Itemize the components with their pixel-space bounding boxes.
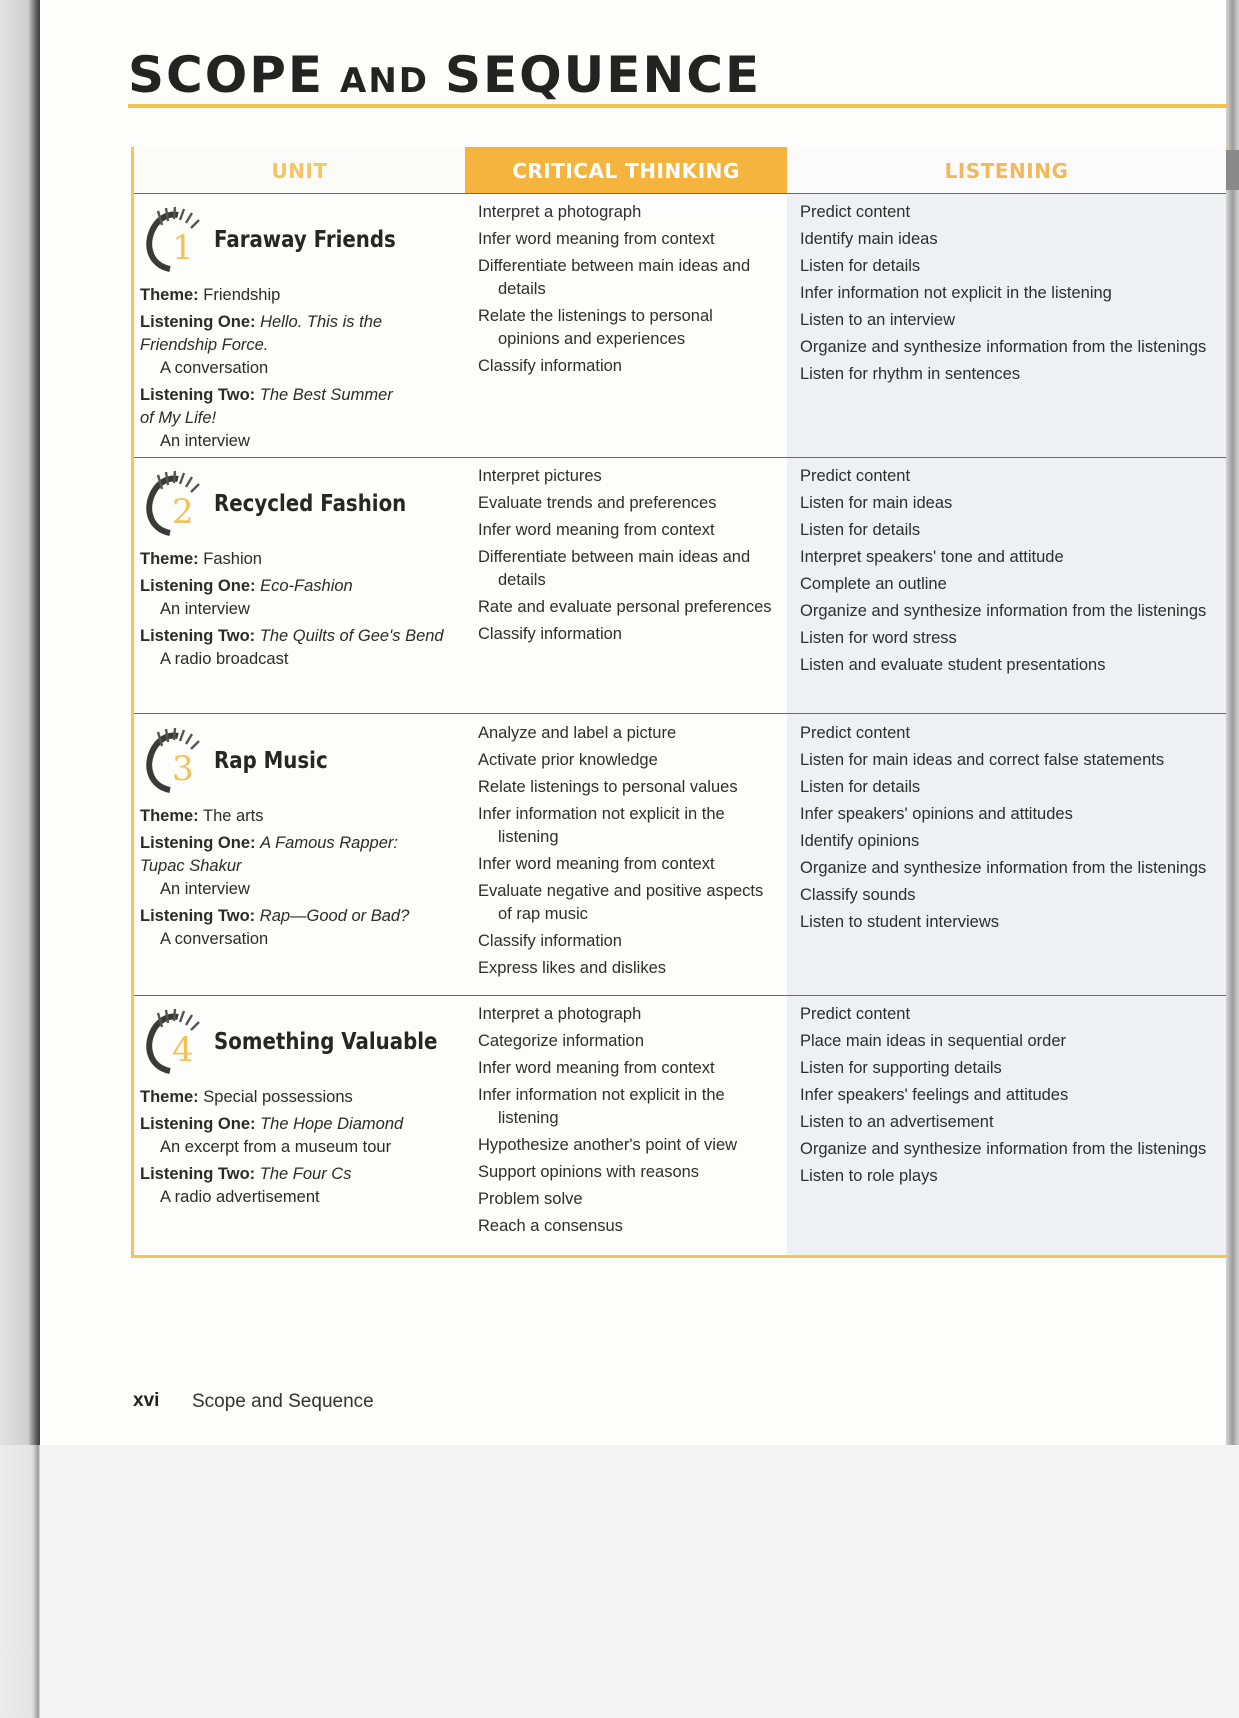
list-item: Interpret pictures <box>478 467 602 485</box>
critical-thinking-cell-4 <box>478 1003 778 1242</box>
listening-list <box>800 1003 1218 1188</box>
critical-thinking-cell-3 <box>478 722 778 984</box>
listening-two-type: A radio broadcast <box>160 650 289 668</box>
critical-thinking-cell-1 <box>478 201 778 382</box>
listening-one-title: Eco-Fashion <box>260 577 353 595</box>
listening-two-title-cont: of My Life! <box>140 409 217 427</box>
listening-one-title-cont: Tupac Shakur <box>140 857 242 875</box>
page-left-edge <box>0 0 40 1445</box>
list-item: Listen for main ideas <box>800 494 953 512</box>
list-item: Listen for word stress <box>800 629 957 647</box>
listening-two-label: Listening Two: <box>140 907 256 925</box>
unit-number: 1 <box>172 228 194 268</box>
list-item: Listen for details <box>800 257 921 275</box>
listening-one-type: A conversation <box>160 359 269 377</box>
page-title <box>128 46 761 104</box>
list-item: Predict content <box>800 724 911 742</box>
list-item: Evaluate trends and preferences <box>478 494 717 512</box>
critical-thinking-list <box>478 722 778 980</box>
list-item: Infer word meaning from context <box>478 521 715 539</box>
list-item: Identify main ideas <box>800 230 938 248</box>
theme-label: Theme: <box>140 286 199 304</box>
list-item: Relate the listenings to personal opinions and experiences <box>478 307 713 348</box>
list-item: Organize and synthesize information from the listenings <box>800 602 1207 620</box>
list-item: Listen to an advertisement <box>800 1113 994 1131</box>
title-word-1: SCOPE <box>128 46 325 104</box>
header-divider <box>134 193 1226 194</box>
list-item: Organize and synthesize information from the listenings <box>800 338 1207 356</box>
listening-one-title: Hello. This is the <box>260 313 383 331</box>
page-left-edge-lower <box>0 1445 40 1718</box>
unit-heading <box>140 1006 470 1078</box>
listening-one-type: An interview <box>160 600 250 618</box>
list-item: Predict content <box>800 467 911 485</box>
title-word-2: AND <box>340 61 430 101</box>
listening-one-label: Listening One: <box>140 577 256 595</box>
listening-cell-4 <box>800 1003 1218 1192</box>
row-divider <box>134 713 1226 714</box>
listening-two-label: Listening Two: <box>140 1165 256 1183</box>
listening-cell-2 <box>800 465 1218 681</box>
list-item: Listen for details <box>800 521 921 539</box>
listening-two-type: An interview <box>160 432 250 450</box>
critical-thinking-cell-2 <box>478 465 778 650</box>
theme-value: Fashion <box>203 550 262 568</box>
row-divider <box>134 995 1226 996</box>
scan-background <box>40 1445 1239 1718</box>
list-item: Organize and synthesize information from the listenings <box>800 1140 1207 1158</box>
list-item: Organize and synthesize information from the listenings <box>800 859 1207 877</box>
listening-one-title: A Famous Rapper: <box>260 834 398 852</box>
list-item: Predict content <box>800 1005 911 1023</box>
list-item: Support opinions with reasons <box>478 1163 700 1181</box>
unit-number-badge <box>140 728 206 794</box>
unit-cell-3 <box>140 725 470 951</box>
list-item: Relate listenings to personal values <box>478 778 738 796</box>
listening-list <box>800 201 1218 386</box>
unit-details <box>140 805 470 951</box>
list-item: Listen for rhythm in sentences <box>800 365 1021 383</box>
unit-name: Recycled Fashion <box>214 491 407 517</box>
list-item: Listen for supporting details <box>800 1059 1002 1077</box>
theme-value: Friendship <box>203 286 281 304</box>
listening-list <box>800 722 1218 934</box>
list-item: Rate and evaluate personal preferences <box>478 598 772 616</box>
listening-two-title: The Best Summer <box>259 386 393 404</box>
listening-one-title: The Hope Diamond <box>260 1115 404 1133</box>
list-item: Place main ideas in sequential order <box>800 1032 1066 1050</box>
page-number: xvi <box>133 1390 160 1411</box>
critical-thinking-list <box>478 1003 778 1238</box>
listening-two-title: The Four Cs <box>259 1165 352 1183</box>
listening-two-label: Listening Two: <box>140 386 256 404</box>
list-item: Listen for details <box>800 778 921 796</box>
theme-value: The arts <box>202 807 264 825</box>
header-unit: UNIT <box>134 147 465 194</box>
listening-cell-3 <box>800 722 1218 938</box>
list-item: Infer word meaning from context <box>478 855 715 873</box>
unit-cell-1 <box>140 204 470 453</box>
list-item: Complete an outline <box>800 575 947 593</box>
list-item: Infer information not explicit in the listening <box>800 284 1112 302</box>
list-item: Express likes and dislikes <box>478 959 666 977</box>
row-divider <box>134 457 1226 458</box>
listening-one-type: An interview <box>160 880 250 898</box>
list-item: Differentiate between main ideas and details <box>478 548 751 589</box>
unit-details <box>140 284 470 453</box>
list-item: Listen and evaluate student presentations <box>800 656 1106 674</box>
list-item: Interpret speakers' tone and attitude <box>800 548 1064 566</box>
list-item: Listen to role plays <box>800 1167 938 1185</box>
unit-number: 3 <box>172 749 194 789</box>
unit-heading <box>140 725 470 797</box>
list-item: Classify information <box>478 357 622 375</box>
unit-number: 4 <box>172 1030 194 1070</box>
unit-name: Faraway Friends <box>214 227 396 253</box>
list-item: Listen to an interview <box>800 311 956 329</box>
listening-list <box>800 465 1218 677</box>
listening-two-type: A conversation <box>160 930 269 948</box>
theme-label: Theme: <box>140 1088 199 1106</box>
list-item: Infer speakers' opinions and attitudes <box>800 805 1073 823</box>
list-item: Classify information <box>478 932 622 950</box>
list-item: Differentiate between main ideas and details <box>478 257 751 298</box>
listening-two-label: Listening Two: <box>140 627 256 645</box>
listening-two-type: A radio advertisement <box>160 1188 320 1206</box>
unit-cell-4 <box>140 1006 470 1209</box>
unit-heading <box>140 468 470 540</box>
list-item: Predict content <box>800 203 911 221</box>
unit-cell-2 <box>140 468 470 671</box>
list-item: Listen for main ideas and correct false statements <box>800 751 1165 769</box>
list-item: Interpret a photograph <box>478 1005 642 1023</box>
critical-thinking-list <box>478 465 778 646</box>
list-item: Categorize information <box>478 1032 644 1050</box>
unit-details <box>140 548 470 671</box>
list-item: Infer word meaning from context <box>478 230 715 248</box>
list-item: Listen to student interviews <box>800 913 1000 931</box>
unit-number-badge <box>140 1009 206 1075</box>
listening-cell-1 <box>800 201 1218 390</box>
theme-label: Theme: <box>140 550 199 568</box>
list-item: Infer word meaning from context <box>478 1059 715 1077</box>
title-underline <box>128 104 1228 108</box>
list-item: Infer information not explicit in the listening <box>478 805 725 846</box>
list-item: Interpret a photograph <box>478 203 642 221</box>
unit-number: 2 <box>172 492 194 532</box>
critical-thinking-list <box>478 201 778 378</box>
list-item: Identify opinions <box>800 832 920 850</box>
footer-section-title: Scope and Sequence <box>192 1391 374 1412</box>
unit-number-badge <box>140 207 206 273</box>
list-item: Infer information not explicit in the listening <box>478 1086 725 1127</box>
listening-one-label: Listening One: <box>140 834 256 852</box>
listening-one-type: An excerpt from a museum tour <box>160 1138 392 1156</box>
header-critical-thinking: CRITICAL THINKING <box>465 147 787 194</box>
unit-heading <box>140 204 470 276</box>
list-item: Problem solve <box>478 1190 583 1208</box>
unit-details <box>140 1086 470 1209</box>
theme-label: Theme: <box>140 807 199 825</box>
list-item: Evaluate negative and positive aspects of rap music <box>478 882 764 923</box>
unit-name: Something Valuable <box>214 1029 438 1055</box>
theme-value: Special possessions <box>203 1088 353 1106</box>
listening-two-title: The Quilts of Gee's Bend <box>259 627 444 645</box>
listening-two-title: Rap—Good or Bad? <box>259 907 410 925</box>
listening-one-title-cont: Friendship Force. <box>140 336 269 354</box>
list-item: Analyze and label a picture <box>478 724 677 742</box>
listening-one-label: Listening One: <box>140 1115 256 1133</box>
list-item: Reach a consensus <box>478 1217 623 1235</box>
title-word-3: SEQUENCE <box>445 46 762 104</box>
unit-name: Rap Music <box>214 748 328 774</box>
list-item: Activate prior knowledge <box>478 751 658 769</box>
list-item: Classify sounds <box>800 886 916 904</box>
unit-number-badge <box>140 471 206 537</box>
listening-one-label: Listening One: <box>140 313 256 331</box>
header-listening: LISTENING <box>787 147 1226 194</box>
list-item: Classify information <box>478 625 622 643</box>
list-item: Infer speakers' feelings and attitudes <box>800 1086 1069 1104</box>
list-item: Hypothesize another's point of view <box>478 1136 738 1154</box>
